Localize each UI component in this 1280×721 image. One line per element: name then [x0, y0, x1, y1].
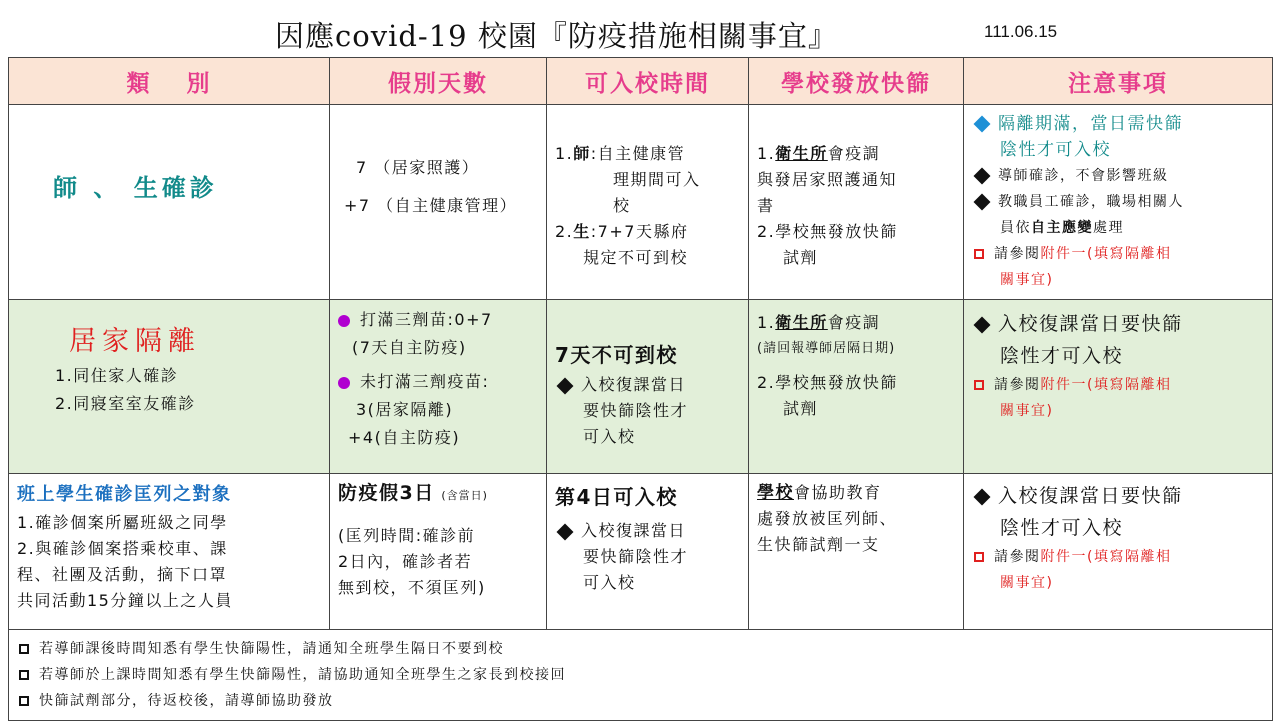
kit-text: 試劑	[783, 248, 819, 267]
bullet-dot-icon	[338, 377, 350, 389]
category-sub: 1.同住家人確診	[55, 366, 179, 385]
kit-text: 生快篩試劑一支	[757, 535, 880, 554]
list-number: 1.	[757, 313, 776, 332]
category-sub: 程、社團及活動，摘下口罩	[17, 565, 228, 584]
leave-cell	[330, 474, 547, 630]
entry-student-label: 生	[573, 222, 591, 241]
entry-cell	[547, 105, 749, 300]
attachment-ref: 附件一(填寫隔離相	[1040, 377, 1172, 393]
diamond-icon	[557, 377, 574, 394]
table-row	[9, 300, 1273, 474]
kit-text: 會協助教育	[794, 483, 882, 502]
kit-text: (請回報導師居隔日期)	[757, 341, 896, 356]
list-number: 2.	[555, 222, 574, 241]
leave-main: 防疫假3日	[338, 482, 435, 504]
leave-text: 打滿三劑苗:0+7	[360, 310, 493, 329]
note-text: 陰性才可入校	[1000, 517, 1124, 539]
leave-text: +4(自主防疫)	[348, 428, 461, 447]
checkbox-icon	[974, 552, 984, 562]
leave-text: (7天自主防疫)	[352, 338, 467, 357]
kit-text: 試劑	[783, 399, 819, 418]
entry-text: 規定不可到校	[583, 248, 689, 267]
category-title: 班上學生確診匡列之對象	[17, 484, 232, 505]
page-title: 因應covid-19 校園『防疫措施相關事宜』	[275, 19, 838, 53]
kit-cell	[749, 105, 964, 300]
checkbox-icon	[19, 644, 29, 654]
attachment-ref: 關事宜)	[1000, 575, 1054, 591]
note-bold-text: 自主應變	[1031, 220, 1093, 236]
date-label: 111.06.15	[984, 22, 1058, 41]
category-sub: 2.與確診個案搭乘校車、課	[17, 539, 228, 558]
table-row	[9, 474, 1273, 630]
category-cell	[9, 300, 330, 474]
note-text: 請參閱	[994, 377, 1041, 393]
title-row	[0, 0, 1280, 56]
leave-note: (含當日)	[441, 489, 488, 502]
category-sub: 共同活動15分鐘以上之人員	[17, 591, 233, 610]
checkbox-icon	[974, 380, 984, 390]
leave-text: 未打滿三劑疫苗:	[360, 372, 490, 391]
notes-cell	[964, 105, 1273, 300]
health-bureau-label: 衛生所	[775, 313, 828, 332]
entry-text: 要快篩陰性才	[583, 401, 689, 420]
entry-cell	[547, 300, 749, 474]
entry-text: :7+7天縣府	[590, 222, 689, 241]
health-bureau-label: 衛生所	[775, 144, 828, 163]
col-header-category: 類 別	[9, 58, 330, 105]
kit-text: 會疫調	[827, 144, 881, 163]
attachment-ref: 關事宜)	[1000, 403, 1054, 419]
entry-text: 要快篩陰性才	[583, 547, 689, 566]
note-text: 陰性才可入校	[1000, 345, 1124, 367]
footer-note: 若導師於上課時間知悉有學生快篩陽性，請協助通知全班學生之家長到校接回	[39, 667, 566, 683]
entry-text: 理期間可入	[613, 170, 701, 189]
footer-notes-cell	[9, 630, 1273, 721]
note-text: 教職員工確診，職場相關人	[998, 194, 1184, 210]
note-text: 入校復課當日要快篩	[998, 485, 1183, 507]
entry-text: 可入校	[583, 573, 636, 592]
entry-text: 入校復課當日	[581, 521, 687, 540]
note-text: 入校復課當日要快篩	[998, 313, 1183, 335]
diamond-icon	[974, 116, 991, 133]
note-text: 隔離期滿，當日需快篩	[998, 114, 1183, 134]
leave-line: 7 （居家照護）	[356, 158, 480, 177]
kit-cell	[749, 474, 964, 630]
entry-main: 7天不可到校	[555, 343, 678, 367]
entry-cell	[547, 474, 749, 630]
note-text: 陰性才可入校	[1000, 140, 1111, 160]
diamond-icon	[557, 523, 574, 540]
measures-table	[8, 57, 1273, 721]
footer-note: 若導師課後時間知悉有學生快篩陽性，請通知全班學生隔日不要到校	[39, 641, 504, 657]
leave-line: +7 （自主健康管理）	[344, 196, 518, 215]
footer-row	[9, 630, 1273, 721]
entry-text: 入校復課當日	[581, 375, 687, 394]
notes-cell	[964, 300, 1273, 474]
note-text: 請參閱	[994, 246, 1041, 262]
checkbox-icon	[19, 670, 29, 680]
kit-text: 與發居家照護通知	[757, 170, 898, 189]
note-text: 員依	[1000, 220, 1031, 236]
school-label: 學校	[757, 483, 794, 503]
diamond-icon	[974, 168, 991, 185]
category-title: 師 、 生確診	[53, 174, 218, 202]
col-header-entry: 可入校時間	[547, 58, 749, 105]
list-number: 1.	[757, 144, 776, 163]
leave-cell	[330, 300, 547, 474]
note-text: 請參閱	[994, 549, 1041, 565]
note-text: 導師確診，不會影響班級	[998, 168, 1169, 184]
category-sub: 1.確診個案所屬班級之同學	[17, 513, 228, 532]
kit-text: 書	[757, 196, 775, 215]
entry-text: 可入校	[583, 427, 636, 446]
table-row	[9, 105, 1273, 300]
entry-main: 第4日可入校	[555, 485, 678, 509]
leave-text: 3(居家隔離)	[356, 400, 454, 419]
kit-text: 2.學校無發放快篩	[757, 373, 898, 392]
leave-cell	[330, 105, 547, 300]
header-row	[9, 58, 1273, 105]
kit-text: 處發放被匡列師、	[757, 509, 898, 528]
bullet-dot-icon	[338, 315, 350, 327]
diamond-icon	[974, 488, 991, 505]
diamond-icon	[974, 194, 991, 211]
checkbox-icon	[19, 696, 29, 706]
kit-cell	[749, 300, 964, 474]
entry-teacher-label: 師	[573, 144, 591, 163]
note-text: 處理	[1093, 220, 1124, 236]
kit-text: 2.學校無發放快篩	[757, 222, 898, 241]
list-number: 1.	[555, 144, 574, 163]
leave-text: (匡列時間:確診前	[338, 526, 476, 545]
col-header-kit: 學校發放快篩	[749, 58, 964, 105]
attachment-ref: 附件一(填寫隔離相	[1040, 549, 1172, 565]
attachment-ref: 附件一(填寫隔離相	[1040, 246, 1172, 262]
category-cell	[9, 474, 330, 630]
checkbox-icon	[974, 249, 984, 259]
entry-text: :自主健康管	[590, 144, 686, 163]
notes-cell	[964, 474, 1273, 630]
category-title: 居家隔離	[69, 326, 201, 357]
leave-text: 2日內，確診者若	[338, 552, 473, 571]
category-cell	[9, 105, 330, 300]
col-header-leave: 假別天數	[330, 58, 547, 105]
leave-text: 無到校，不須匡列)	[338, 578, 486, 597]
footer-note: 快篩試劑部分，待返校後，請導師協助發放	[39, 693, 334, 709]
diamond-icon	[974, 316, 991, 333]
attachment-ref: 關事宜)	[1000, 272, 1054, 288]
entry-text: 校	[613, 196, 631, 215]
col-header-notes: 注意事項	[964, 58, 1273, 105]
kit-text: 會疫調	[827, 313, 881, 332]
category-sub: 2.同寢室室友確診	[55, 394, 196, 413]
